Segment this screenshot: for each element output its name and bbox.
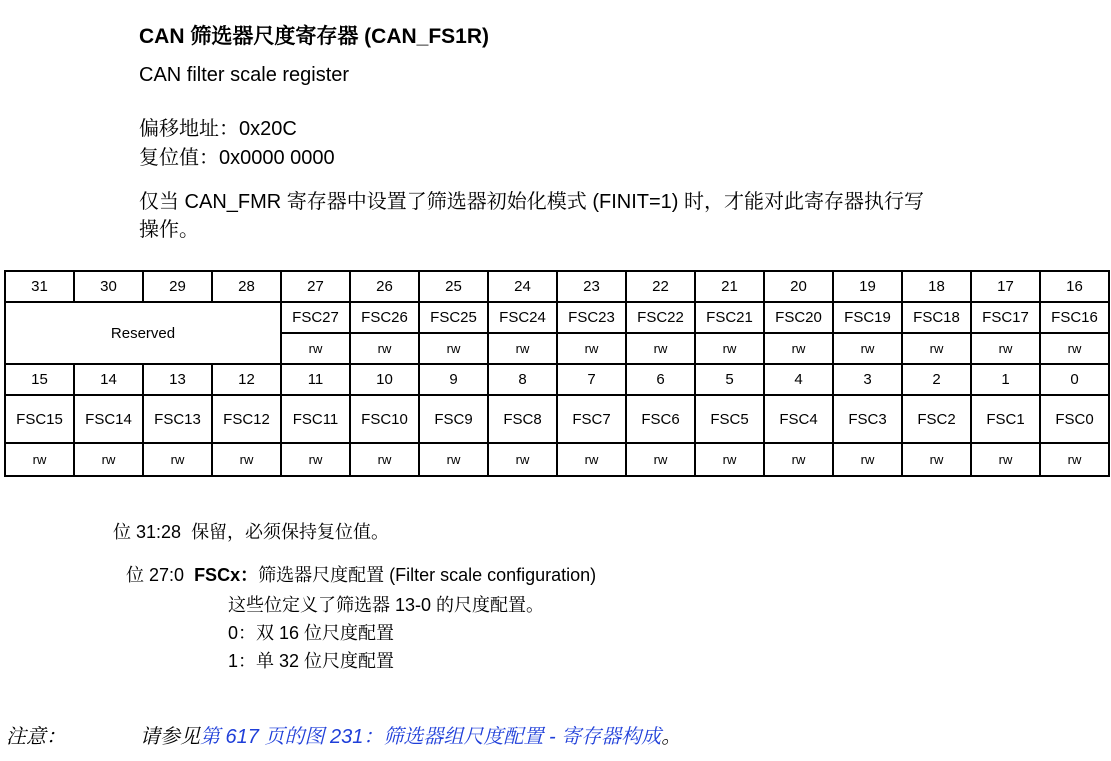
bit-number: 8 bbox=[488, 364, 557, 395]
field-name: FSC9 bbox=[419, 395, 488, 443]
field-name: FSC8 bbox=[488, 395, 557, 443]
field-name: FSC27 bbox=[281, 302, 350, 333]
bit-number: 7 bbox=[557, 364, 626, 395]
access-type: rw bbox=[212, 443, 281, 476]
bit-number: 27 bbox=[281, 271, 350, 302]
bit-number: 29 bbox=[143, 271, 212, 302]
reserved-field: Reserved bbox=[5, 302, 281, 364]
field-name: FSC19 bbox=[833, 302, 902, 333]
bit-number: 13 bbox=[143, 364, 212, 395]
write-condition-line1: 仅当 CAN_FMR 寄存器中设置了筛选器初始化模式 (FINIT=1) 时，才能对此寄存器执行写 bbox=[139, 191, 925, 213]
access-type: rw bbox=[626, 443, 695, 476]
field-name: FSC21 bbox=[695, 302, 764, 333]
bit-number: 24 bbox=[488, 271, 557, 302]
field-name: FSC23 bbox=[557, 302, 626, 333]
field-name: FSC20 bbox=[764, 302, 833, 333]
register-subtitle: CAN filter scale register bbox=[139, 64, 350, 86]
bits-31-28-description bbox=[113, 518, 389, 544]
bit-number: 4 bbox=[764, 364, 833, 395]
access-type: rw bbox=[695, 443, 764, 476]
field-name: FSC26 bbox=[350, 302, 419, 333]
lower-fields-row bbox=[5, 395, 1109, 443]
field-name: FSC10 bbox=[350, 395, 419, 443]
field-name: FSC4 bbox=[764, 395, 833, 443]
access-type: rw bbox=[971, 443, 1040, 476]
bit-number: 3 bbox=[833, 364, 902, 395]
field-name: FSC6 bbox=[626, 395, 695, 443]
bit-range-label: 位 31:28 bbox=[113, 522, 182, 542]
note-text bbox=[140, 720, 681, 749]
field-name: FSC12 bbox=[212, 395, 281, 443]
bit-number: 23 bbox=[557, 271, 626, 302]
access-type: rw bbox=[833, 443, 902, 476]
field-name: FSC16 bbox=[1040, 302, 1109, 333]
field-name: FSC24 bbox=[488, 302, 557, 333]
lower-access-row bbox=[5, 443, 1109, 476]
access-type: rw bbox=[557, 443, 626, 476]
field-name: FSC11 bbox=[281, 395, 350, 443]
access-type: rw bbox=[626, 333, 695, 364]
access-type: rw bbox=[764, 443, 833, 476]
access-type: rw bbox=[5, 443, 74, 476]
access-type: rw bbox=[281, 333, 350, 364]
field-name: FSC18 bbox=[902, 302, 971, 333]
note-prefix: 请参见 bbox=[140, 726, 200, 748]
bit-detail-line: 这些位定义了筛选器 13-0 的尺度配置。 bbox=[228, 595, 545, 615]
bit-number: 2 bbox=[902, 364, 971, 395]
bit-number: 17 bbox=[971, 271, 1040, 302]
bit-description-text: 筛选器尺度配置 (Filter scale configuration) bbox=[258, 565, 597, 585]
bit-description-text: 保留，必须保持复位值。 bbox=[191, 522, 390, 542]
access-type: rw bbox=[557, 333, 626, 364]
field-name-label: FSCx： bbox=[194, 565, 259, 585]
bit-number: 31 bbox=[5, 271, 74, 302]
bit-number: 21 bbox=[695, 271, 764, 302]
bit-number: 30 bbox=[74, 271, 143, 302]
lower-bit-numbers-row bbox=[5, 364, 1109, 395]
field-name: FSC0 bbox=[1040, 395, 1109, 443]
access-type: rw bbox=[1040, 333, 1109, 364]
bit-number: 18 bbox=[902, 271, 971, 302]
bit-number: 25 bbox=[419, 271, 488, 302]
access-type: rw bbox=[281, 443, 350, 476]
access-type: rw bbox=[419, 443, 488, 476]
bit-number: 22 bbox=[626, 271, 695, 302]
field-name: FSC14 bbox=[74, 395, 143, 443]
bit-number: 14 bbox=[74, 364, 143, 395]
bit-detail-line: 0：双 16 位尺度配置 bbox=[228, 623, 395, 643]
access-type: rw bbox=[971, 333, 1040, 364]
upper-fields-row bbox=[5, 302, 1109, 333]
bit-number: 9 bbox=[419, 364, 488, 395]
bit-number: 1 bbox=[971, 364, 1040, 395]
field-name: FSC5 bbox=[695, 395, 764, 443]
access-type: rw bbox=[695, 333, 764, 364]
field-name: FSC17 bbox=[971, 302, 1040, 333]
bit-number: 0 bbox=[1040, 364, 1109, 395]
access-type: rw bbox=[488, 443, 557, 476]
reset-value: 复位值：0x0000 0000 bbox=[139, 147, 335, 169]
field-name: FSC2 bbox=[902, 395, 971, 443]
note-label: 注意： bbox=[6, 726, 66, 748]
bit-number: 6 bbox=[626, 364, 695, 395]
write-condition-line2: 操作。 bbox=[139, 219, 199, 241]
field-name: FSC15 bbox=[5, 395, 74, 443]
bit-number: 5 bbox=[695, 364, 764, 395]
field-name: FSC13 bbox=[143, 395, 212, 443]
field-name: FSC3 bbox=[833, 395, 902, 443]
bits-27-0-description bbox=[126, 561, 596, 587]
figure-reference-link[interactable]: 第 617 页的图 231：筛选器组尺度配置 - 寄存器构成 bbox=[200, 726, 662, 748]
access-type: rw bbox=[488, 333, 557, 364]
field-name: FSC25 bbox=[419, 302, 488, 333]
bit-number: 26 bbox=[350, 271, 419, 302]
access-type: rw bbox=[350, 443, 419, 476]
access-type: rw bbox=[902, 443, 971, 476]
access-type: rw bbox=[1040, 443, 1109, 476]
register-bit-table bbox=[4, 270, 1110, 477]
access-type: rw bbox=[902, 333, 971, 364]
upper-bit-numbers-row bbox=[5, 271, 1109, 302]
bit-number: 11 bbox=[281, 364, 350, 395]
bit-number: 16 bbox=[1040, 271, 1109, 302]
field-name: FSC7 bbox=[557, 395, 626, 443]
field-name: FSC22 bbox=[626, 302, 695, 333]
bit-detail-line: 1：单 32 位尺度配置 bbox=[228, 651, 395, 671]
access-type: rw bbox=[74, 443, 143, 476]
access-type: rw bbox=[350, 333, 419, 364]
bit-range-label: 位 27:0 bbox=[126, 565, 185, 585]
bit-number: 10 bbox=[350, 364, 419, 395]
bit-number: 19 bbox=[833, 271, 902, 302]
offset-address: 偏移地址：0x20C bbox=[139, 118, 297, 140]
bit-number: 20 bbox=[764, 271, 833, 302]
bit-number: 28 bbox=[212, 271, 281, 302]
bit-number: 15 bbox=[5, 364, 74, 395]
access-type: rw bbox=[833, 333, 902, 364]
register-title: CAN 筛选器尺度寄存器 (CAN_FS1R) bbox=[139, 25, 490, 48]
access-type: rw bbox=[419, 333, 488, 364]
bit-number: 12 bbox=[212, 364, 281, 395]
note-suffix: 。 bbox=[661, 726, 682, 748]
field-name: FSC1 bbox=[971, 395, 1040, 443]
access-type: rw bbox=[143, 443, 212, 476]
access-type: rw bbox=[764, 333, 833, 364]
